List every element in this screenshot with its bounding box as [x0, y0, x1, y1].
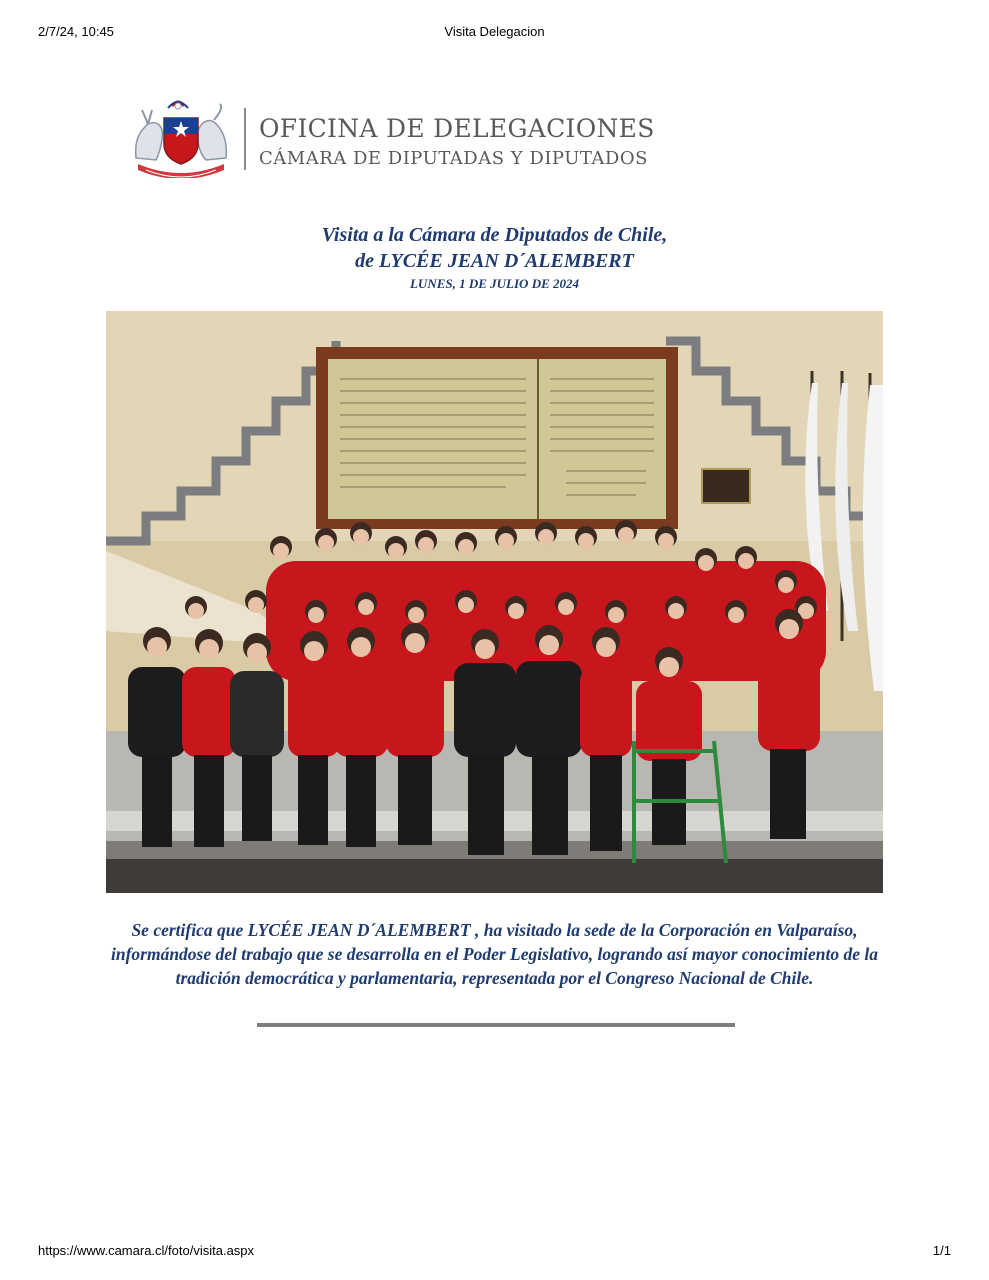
coat-of-arms-icon — [128, 98, 234, 178]
visit-title — [0, 222, 989, 293]
visit-date: LUNES, 1 DE JULIO DE 2024 — [409, 276, 579, 291]
office-name: OFICINA DE DELEGACIONES — [259, 114, 655, 143]
group-photo-illustration — [106, 311, 883, 893]
logo-divider — [244, 108, 246, 170]
certificate-text: Se certifica que LYCÉE JEAN D´ALEMBERT , ha visitado la sede de la Corporación en Valparaíso, informándose del trabajo que se desarrolla en el Poder Legislativo, logrando así mayor conocimiento de la tradición democrática y parlamentaria, representada por el Congreso Nacional de Chile. — [110, 920, 879, 988]
print-page-number: 1/1 — [932, 1243, 951, 1258]
print-url: https://www.camara.cl/foto/visita.aspx — [38, 1243, 255, 1258]
chamber-name: CÁMARA DE DIPUTADAS Y DIPUTADOS — [259, 148, 648, 169]
print-page-title: Visita Delegacion — [444, 24, 545, 39]
title-line-2: de LYCÉE JEAN D´ALEMBERT — [355, 250, 634, 272]
print-datetime: 2/7/24, 10:45 — [38, 24, 114, 39]
title-line-1: Visita a la Cámara de Diputados de Chile, — [321, 224, 668, 246]
office-logo — [128, 98, 655, 182]
separator-rule — [257, 1023, 735, 1027]
group-photo — [106, 311, 883, 893]
